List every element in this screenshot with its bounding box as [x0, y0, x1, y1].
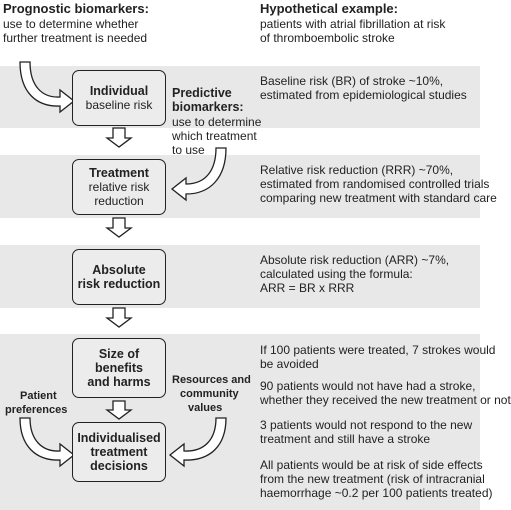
predictive-line-1: use to determine — [172, 115, 262, 129]
box-absolute-risk-reduction — [72, 249, 166, 305]
curved-arrow-patient — [20, 418, 74, 466]
box-size-line-1: Size of — [98, 347, 140, 361]
box-treatment-sub-1: relative risk — [88, 180, 150, 194]
box-individual-sub: baseline risk — [85, 98, 153, 112]
example-p1-line-1: If 100 patients were treated, 7 strokes would — [260, 343, 496, 357]
prognostic-title: Prognostic biomarkers: — [3, 1, 149, 16]
example-rrr-1: Relative risk reduction (RRR) ~70%, — [260, 163, 454, 177]
down-arrow-2 — [107, 218, 131, 237]
example-p2-line-1: 90 patients would not have had a stroke, — [260, 379, 476, 393]
example-p1-line-2: be avoided — [260, 357, 319, 371]
example-line-1: patients with atrial fibrillation at risk — [260, 17, 446, 31]
down-arrow-3 — [107, 308, 131, 327]
box-size-line-3: and harms — [87, 375, 151, 389]
predictive-line-3: to use — [172, 143, 205, 157]
curved-arrow-resources — [170, 418, 226, 466]
example-arr-2: calculated using the formula: — [260, 267, 413, 281]
resources-line-2: community — [180, 388, 239, 400]
down-arrow-4 — [107, 401, 131, 419]
box-size-benefits-harms — [72, 338, 166, 398]
example-rrr-2: estimated from randomised controlled trials — [260, 177, 490, 191]
example-line-2: of thromboembolic stroke — [260, 31, 395, 45]
predictive-line-2: which treatment — [172, 129, 257, 143]
predictive-title-1: Predictive — [172, 86, 232, 100]
example-p4-line-1: All patients would be at risk of side effects — [260, 458, 483, 472]
box-decisions-line-2: treatment — [90, 445, 148, 459]
curved-arrow-prognostic — [20, 62, 74, 112]
down-arrow-1 — [107, 128, 131, 147]
box-individual-baseline-risk — [72, 70, 166, 126]
example-p3-line-2: treatment and still have a stroke — [260, 432, 431, 446]
prognostic-line-2: further treatment is needed — [3, 31, 148, 45]
example-rrr-3: comparing new treatment with standard care — [260, 191, 497, 205]
patient-preferences-line-1: Patient — [20, 390, 57, 402]
box-individualised-decisions — [72, 422, 166, 482]
box-treatment-title: Treatment — [89, 166, 149, 180]
resources-line-3: values — [188, 402, 223, 414]
example-baseline-1: Baseline risk (BR) of stroke ~10%, — [260, 74, 444, 88]
example-arr-1: Absolute risk reduction (ARR) ~7%, — [260, 253, 450, 267]
box-size-line-2: benefits — [95, 361, 143, 375]
box-decisions-line-1: Individualised — [77, 431, 161, 445]
example-p3-line-1: 3 patients would not respond to the new — [260, 418, 473, 432]
patient-preferences-line-2: preferences — [5, 404, 68, 416]
example-p2-line-2: whether they received the new treatment or not — [260, 393, 511, 407]
box-individual-title: Individual — [89, 84, 149, 98]
example-title: Hypothetical example: — [260, 1, 398, 16]
prognostic-line-1: use to determine whether — [3, 17, 139, 31]
box-decisions-line-3: decisions — [90, 459, 148, 473]
resources-line-1: Resources and — [172, 374, 251, 386]
box-treatment-sub-2: reduction — [94, 194, 144, 208]
box-absolute-line-2: risk reduction — [77, 277, 161, 291]
predictive-title-2: biomarkers: — [172, 100, 244, 114]
example-arr-3: ARR = BR x RRR — [260, 281, 355, 295]
box-absolute-line-1: Absolute — [92, 263, 146, 277]
example-p4-line-2: from the new treatment (risk of intracranial — [260, 472, 485, 486]
example-baseline-2: estimated from epidemiological studies — [260, 88, 467, 102]
box-treatment-rrr — [72, 159, 166, 215]
example-p4-line-3: haemorrhage ~0.2 per 100 patients treated) — [260, 486, 493, 500]
